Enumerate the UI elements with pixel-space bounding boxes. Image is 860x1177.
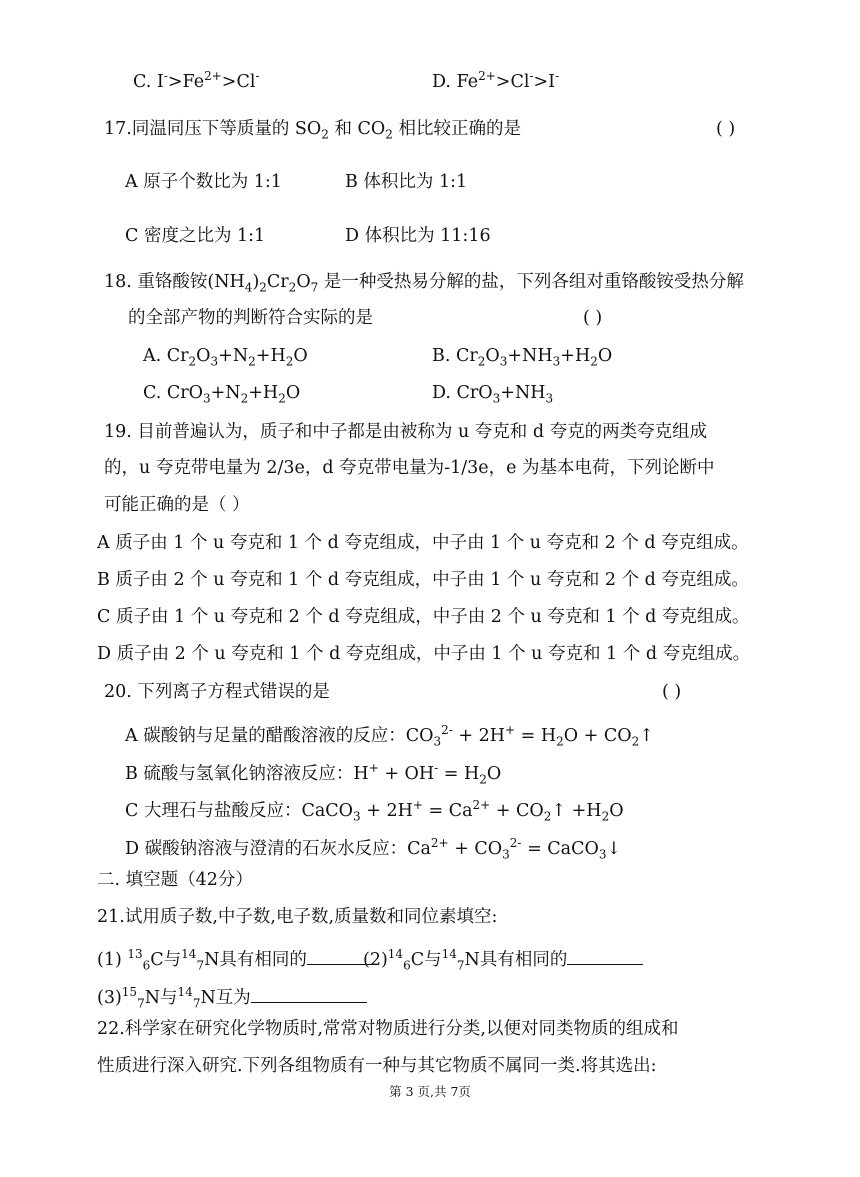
q17-option-c: C 密度之比为 1:1 [125, 226, 266, 246]
q22-stem-line1: 22.科学家在研究化学物质时,常常对物质进行分类,以便对同类物质的组成和 [97, 1019, 679, 1039]
q18-stem-line2: 的全部产物的判断符合实际的是 [128, 308, 373, 328]
q19-stem-line3: 可能正确的是（ ） [104, 495, 250, 515]
q17-option-b: B 体积比为 1:1 [345, 172, 468, 192]
q16-option-c: C. $I^->Fe^{2+}>Cl^-$ [133, 69, 260, 92]
section-heading: 二. 填空题（42分） [97, 870, 253, 890]
q21-blank-2[interactable] [567, 946, 643, 965]
q18-option-c: C. $CrO_3+N_2+H_2O$ [143, 383, 301, 406]
q18-option-a: A. $Cr_2O_3+N_2+H_2O$ [143, 346, 308, 369]
q21-blank-3[interactable] [251, 984, 367, 1003]
q20-option-a: A 碳酸钠与足量的醋酸溶液的反应：$CO_3^{2-} + 2H^+ = H_2O$ + $CO_2↑$ [125, 723, 654, 749]
q17-option-a: A 原子个数比为 1:1 [125, 172, 282, 192]
q19-stem-line1: 19. 目前普遍认为，质子和中子都是由被称为 u 夸克和 d 夸克的两类夸克组成 [104, 422, 708, 442]
q19-option-b: B 质子由 2 个 u 夸克和 1 个 d 夸克组成，中子由 1 个 u 夸克和 2 个 d 夸克组成。 [97, 570, 749, 590]
q17-stem: 17.同温同压下等质量的 $SO_2$ 和 $CO_2$ 相比较正确的是 [104, 119, 521, 142]
q19-stem-line2: 的，u 夸克带电量为 2/3e，d 夸克带电量为-1/3e，e 为基本电荷，下列论断中 [104, 458, 715, 478]
q18-option-d: D. $CrO_3+NH_3$ [432, 383, 554, 406]
q16-option-d: D. $Fe^{2+}>Cl^->I^-$ [432, 69, 560, 92]
q21-stem: 21.试用质子数,中子数,电子数,质量数和同位素填空: [97, 907, 498, 927]
q18-option-b: B. $Cr_2O_3+NH_3+H_2O$ [432, 346, 613, 369]
q21-part3: $(3)^{15}_7N$与$^{14}_7$N互为 [97, 980, 367, 1015]
q19-option-a: A 质子由 1 个 u 夸克和 1 个 d 夸克组成，中子由 1 个 u 夸克和 2 个 d 夸克组成。 [97, 533, 749, 553]
q18-answer-paren: ( ) [583, 308, 603, 328]
q20-option-d: D 碳酸钠溶液与澄清的石灰水反应：$Ca^{2+} + CO_3^{2-}$ = CaCO$_3$↓ [125, 836, 622, 862]
q20-option-c: C 大理石与盐酸反应：CaCO$_3$ + $2H^+ = Ca^{2+}$ + $CO_2↑ +H_2O$ [125, 798, 624, 824]
q20-stem: 20. 下列离子方程式错误的是 [104, 682, 330, 702]
q20-option-b: B 硫酸与氢氧化钠溶液反应：$H^+ + OH^- = H_2O$ [125, 761, 502, 787]
q19-option-c: C 质子由 1 个 u 夸克和 2 个 d 夸克组成，中子由 2 个 u 夸克和 1 个 d 夸克组成。 [97, 607, 750, 627]
q17-option-d: D 体积比为 11:16 [345, 226, 491, 246]
q17-answer-paren: ( ) [716, 119, 736, 139]
q20-answer-paren: ( ) [662, 682, 682, 702]
q22-stem-line2: 性质进行深入研究.下列各组物质有一种与其它物质不属同一类.将其选出: [97, 1056, 657, 1076]
q21-part2: $(2)^{14}_6C$与$^{14}_7$N具有相同的 [363, 942, 643, 977]
q19-option-d: D 质子由 2 个 u 夸克和 1 个 d 夸克组成，中子由 1 个 u 夸克和 1 个 d 夸克组成。 [97, 644, 751, 664]
q18-stem-line1: 18. 重铬酸铵$(NH_4)_2Cr_2O_7$ 是一种受热易分解的盐，下列各组对重铬酸铵受热分解 [104, 272, 744, 295]
q21-part1: (1) $^{13}_6$C与$^{14}_7$N具有相同的 [97, 942, 373, 977]
page-footer: 第 3 页,共 7页 [389, 1084, 471, 1099]
